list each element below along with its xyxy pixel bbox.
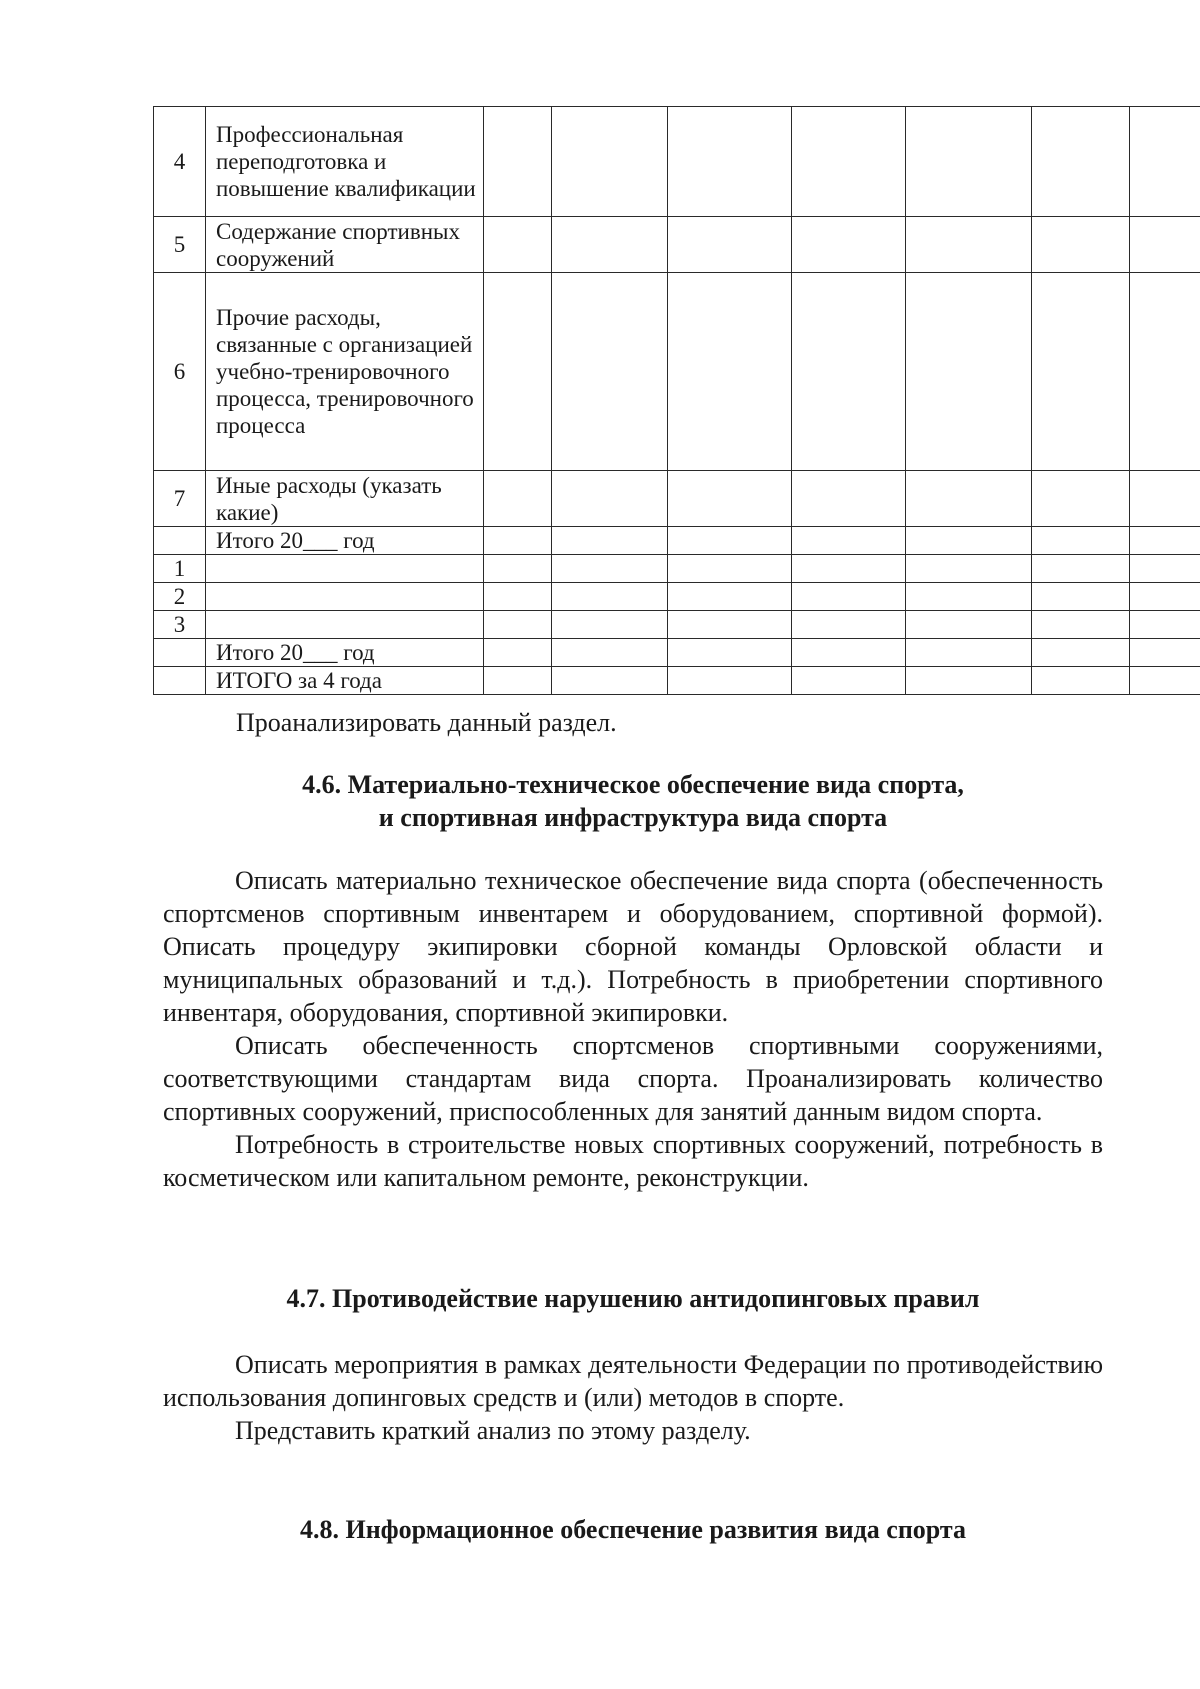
empty-cell (484, 667, 552, 695)
empty-cell (668, 555, 792, 583)
empty-cell (792, 107, 906, 217)
section-4-7-body (163, 1348, 1103, 1447)
paragraph: Описать обеспеченность спортсменов спортивными сооружениями, соответствующими стандартам вида спорта. Проанализировать количество спортивных сооружений, приспособленных для занятий данным видом спорта. (163, 1031, 1103, 1126)
row-label: Иные расходы (указать какие) (206, 471, 484, 527)
empty-cell (1032, 639, 1130, 667)
empty-cell (906, 527, 1032, 555)
empty-cell (668, 273, 792, 471)
row-label: ИТОГО за 4 года (206, 667, 484, 695)
table-row (154, 107, 1200, 217)
paragraph: Описать материально техническое обеспечение вида спорта (обеспеченность спортсменов спортивным инвентарем и оборудованием, спортивной формой). Описать процедуру экипировки сборной команды Орловской области и муниципальных образований и т.д.). Потребность в приобретении спортивного инвентаря, оборудования, спортивной экипировки. (163, 866, 1103, 1027)
empty-cell (552, 667, 668, 695)
empty-cell (484, 527, 552, 555)
empty-cell (484, 471, 552, 527)
table-row (154, 583, 1200, 611)
heading-4-6-line2: и спортивная инфраструктура вида спорта (378, 803, 888, 832)
empty-cell (1130, 273, 1200, 471)
row-number: 6 (154, 273, 206, 471)
empty-cell (1032, 471, 1130, 527)
empty-cell (1130, 107, 1200, 217)
empty-cell (552, 273, 668, 471)
empty-cell (668, 611, 792, 639)
empty-cell (1032, 273, 1130, 471)
table-row (154, 667, 1200, 695)
heading-4-7: 4.7. Противодействие нарушению антидопинговых правил (286, 1284, 980, 1313)
empty-cell (906, 107, 1032, 217)
empty-cell (1130, 639, 1200, 667)
empty-cell (1130, 555, 1200, 583)
empty-cell (792, 583, 906, 611)
empty-cell (792, 555, 906, 583)
empty-cell (552, 639, 668, 667)
empty-cell (906, 555, 1032, 583)
empty-cell (1032, 217, 1130, 273)
empty-cell (484, 107, 552, 217)
analyze-note: Проанализировать данный раздел. (236, 708, 617, 737)
empty-cell (906, 639, 1032, 667)
heading-4-6-line1: 4.6. Материально-техническое обеспечение вида спорта, (302, 770, 964, 799)
empty-cell (1032, 555, 1130, 583)
empty-cell (1130, 471, 1200, 527)
empty-cell (792, 527, 906, 555)
paragraph: Потребность в строительстве новых спортивных сооружений, потребность в косметическом или капитальном ремонте, реконструкции. (163, 1130, 1103, 1192)
row-number (154, 527, 206, 555)
row-number (154, 667, 206, 695)
empty-cell (484, 611, 552, 639)
section-4-6-body (163, 864, 1103, 1194)
row-number: 5 (154, 217, 206, 273)
table-row (154, 527, 1200, 555)
empty-cell (484, 555, 552, 583)
empty-cell (552, 583, 668, 611)
empty-cell (484, 639, 552, 667)
empty-cell (792, 217, 906, 273)
row-label (206, 611, 484, 639)
empty-cell (552, 107, 668, 217)
table-row (154, 639, 1200, 667)
empty-cell (668, 583, 792, 611)
empty-cell (668, 639, 792, 667)
empty-cell (552, 611, 668, 639)
empty-cell (668, 527, 792, 555)
empty-cell (1130, 667, 1200, 695)
row-label: Прочие расходы, связанные с организацией учебно-тренировочного процесса, тренировочного процесса (206, 273, 484, 471)
empty-cell (1032, 667, 1130, 695)
empty-cell (1130, 217, 1200, 273)
empty-cell (1130, 583, 1200, 611)
empty-cell (552, 217, 668, 273)
empty-cell (1032, 107, 1130, 217)
empty-cell (668, 217, 792, 273)
empty-cell (792, 471, 906, 527)
row-number (154, 639, 206, 667)
empty-cell (906, 217, 1032, 273)
empty-cell (1130, 527, 1200, 555)
row-label (206, 555, 484, 583)
empty-cell (668, 667, 792, 695)
empty-cell (792, 273, 906, 471)
empty-cell (906, 471, 1032, 527)
row-number: 7 (154, 471, 206, 527)
empty-cell (792, 639, 906, 667)
empty-cell (1032, 527, 1130, 555)
row-label: Содержание спортивных сооружений (206, 217, 484, 273)
empty-cell (792, 611, 906, 639)
row-label (206, 583, 484, 611)
row-number: 4 (154, 107, 206, 217)
empty-cell (1130, 611, 1200, 639)
row-label: Итого 20___ год (206, 527, 484, 555)
budget-table (153, 106, 1200, 695)
table-row (154, 217, 1200, 273)
empty-cell (906, 583, 1032, 611)
empty-cell (484, 583, 552, 611)
empty-cell (906, 611, 1032, 639)
empty-cell (1032, 611, 1130, 639)
empty-cell (552, 471, 668, 527)
empty-cell (668, 471, 792, 527)
heading-4-6 (163, 768, 1103, 834)
row-number: 3 (154, 611, 206, 639)
row-label: Профессиональная переподготовка и повышение квалификации (206, 107, 484, 217)
row-number: 1 (154, 555, 206, 583)
paragraph: Представить краткий анализ по этому разделу. (235, 1416, 751, 1445)
table-row (154, 611, 1200, 639)
empty-cell (1032, 583, 1130, 611)
row-label: Итого 20___ год (206, 639, 484, 667)
empty-cell (552, 555, 668, 583)
empty-cell (484, 273, 552, 471)
empty-cell (906, 273, 1032, 471)
table-row (154, 555, 1200, 583)
table-row (154, 471, 1200, 527)
empty-cell (552, 527, 668, 555)
paragraph: Описать мероприятия в рамках деятельности Федерации по противодействию использования допинговых средств и (или) методов в спорте. (163, 1350, 1103, 1412)
table-row (154, 273, 1200, 471)
empty-cell (906, 667, 1032, 695)
empty-cell (484, 217, 552, 273)
row-number: 2 (154, 583, 206, 611)
heading-4-8: 4.8. Информационное обеспечение развития вида спорта (299, 1515, 967, 1544)
empty-cell (792, 667, 906, 695)
empty-cell (668, 107, 792, 217)
